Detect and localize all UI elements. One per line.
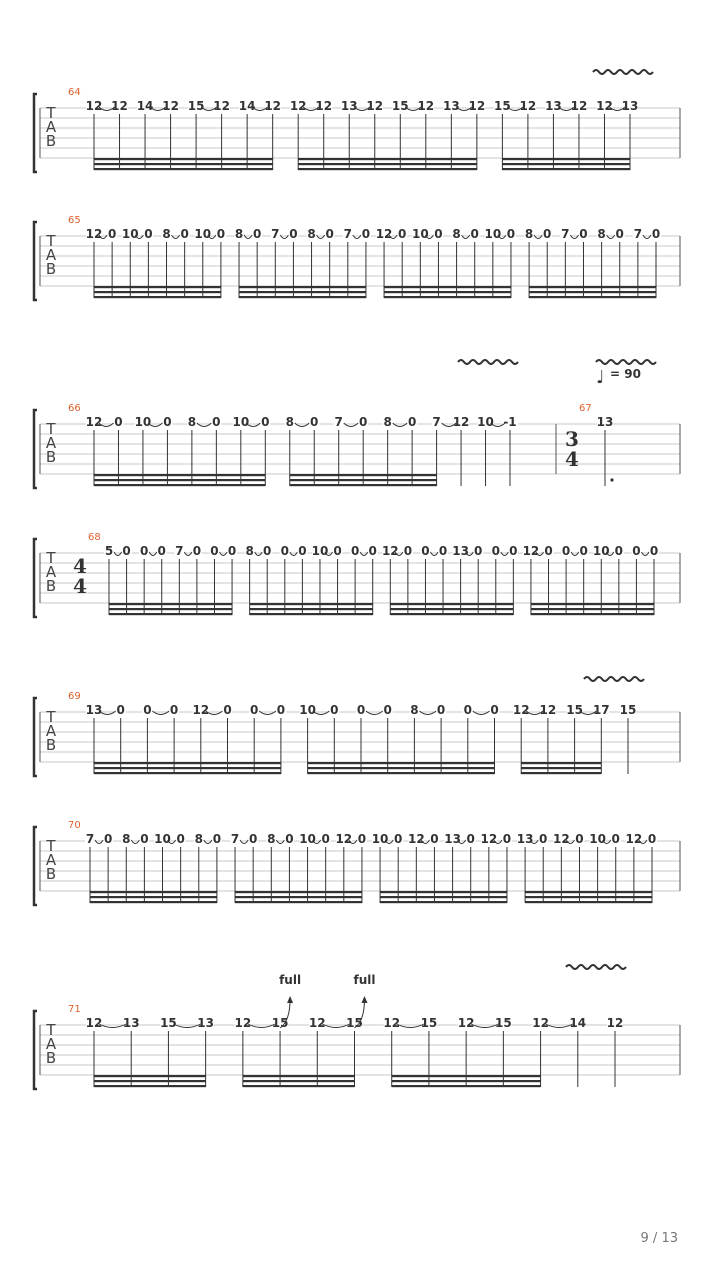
beam [243,1075,355,1077]
fret-number: 12 [162,99,179,113]
fret-number: 8 [452,227,461,241]
system-bracket [34,698,37,776]
fret-number: 12 [264,99,282,113]
fret-number: 0 [649,544,659,558]
vibrato-mark [584,677,644,681]
beam [531,608,654,610]
fret-number: 14 [569,1016,587,1030]
fret-number: 13 [545,99,562,113]
fret-number: 12 [417,99,435,113]
fret-number: 0 [157,544,166,558]
fret-number: 10 [299,703,316,717]
fret-number: 12 [512,703,530,717]
bar-number: 65 [68,215,81,226]
tab-clef-letter: T [46,837,56,855]
fret-number: 0 [403,544,413,558]
beam [94,474,265,476]
system-bracket [34,1011,37,1089]
fret-number: 10 [232,415,250,429]
beam [384,286,511,288]
beam [235,891,362,893]
beam [239,286,366,288]
fret-number: 0 [491,544,500,558]
fret-number: 7 [271,227,280,241]
fret-number: 12 [383,1016,401,1030]
beam [384,296,511,298]
fret-number: 0 [539,832,548,846]
fret-number: 8 [245,544,254,558]
fret-number: 12 [213,99,230,113]
fret-number: 0 [509,544,518,558]
fret-number: 0 [227,544,237,558]
system-bracket [34,94,37,172]
fret-number: 0 [144,227,153,241]
fret-number: 12 [539,703,557,717]
fret-number: 12 [570,99,588,113]
tab-clef-letter: T [46,708,56,726]
fret-number: 12 [308,1016,326,1030]
fret-number: 0 [116,703,125,717]
beam [94,479,265,481]
fret-number: 0 [579,227,588,241]
fret-number: 0 [139,544,149,558]
fret-number: 0 [180,227,189,241]
fret-number: 0 [632,544,641,558]
fret-number: 0 [356,703,366,717]
bar-number: 71 [68,1004,81,1015]
fret-number: 0 [466,832,475,846]
fret-number: 0 [289,227,298,241]
fret-number: 8 [285,415,294,429]
tab-clef-letter: B [45,577,57,595]
fret-number: 15 [619,703,637,717]
fret-number: 13 [516,832,534,846]
beam [502,168,630,170]
beam [308,762,495,764]
fret-number: 0 [330,703,339,717]
fret-number: 0 [114,415,123,429]
fret-number: 7 [334,415,343,429]
fret-number: 13 [85,703,103,717]
fret-number: 0 [430,832,439,846]
beam [243,1080,355,1082]
fret-number: 0 [285,832,294,846]
beam [290,474,437,476]
fret-number: 12 [457,1016,475,1030]
beam [390,603,513,605]
fret-number: 0 [210,544,219,558]
beam [502,163,630,165]
fret-number: 12 [553,832,570,846]
fret-number: -1 [503,415,517,429]
beam [392,1085,541,1087]
tab-clef-letter: T [46,104,56,122]
system-bracket [34,827,37,905]
fret-number: 10 [154,832,171,846]
beam [94,772,281,774]
fret-number: 15 [566,703,583,717]
beam [390,608,513,610]
page-number: 9 / 13 [640,1231,678,1246]
tab-clef-letter: A [45,246,57,264]
system-bracket [34,410,37,488]
fret-number: 12 [522,544,540,558]
fret-number: 0 [383,703,392,717]
fret-number: 0 [357,832,367,846]
tab-clef-letter: T [46,420,56,438]
fret-number: 0 [614,544,624,558]
fret-number: 0 [103,832,113,846]
fret-number: 13 [452,544,469,558]
time-signature-top: 4 [73,554,87,578]
fret-number: 15 [187,99,205,113]
beam [521,762,601,764]
time-signature-top: 3 [565,427,579,451]
fret-number: 0 [544,544,553,558]
beam [380,901,507,903]
fret-number: 12 [366,99,384,113]
tab-clef-letter: B [45,865,57,883]
fret-number: 10 [134,415,152,429]
tab-clef-letter: A [45,1035,57,1053]
fret-number: 12 [452,415,470,429]
fret-number: 0 [261,415,270,429]
bend-arrowhead [362,996,368,1003]
fret-number: 12 [289,99,307,113]
fret-number: 0 [579,544,588,558]
fret-number: 0 [250,703,259,717]
beam [308,772,495,774]
fret-number: 8 [234,227,244,241]
fret-number: 5 [104,544,114,558]
system-bracket [34,222,37,300]
fret-number: 0 [398,227,407,241]
beam [250,603,373,605]
beam [298,158,477,160]
beam [502,158,630,160]
fret-number: 14 [136,99,154,113]
fret-number: 15 [160,1016,177,1030]
time-signature-bottom: 4 [565,447,579,471]
fret-number: 10 [121,227,139,241]
fret-number: 12 [375,227,393,241]
fret-number: 15 [420,1016,438,1030]
fret-number: 0 [651,227,661,241]
fret-number: 14 [238,99,256,113]
beam [94,296,221,298]
beam [380,896,507,898]
tab-clef-letter: B [45,1049,57,1067]
fret-number: 0 [212,832,222,846]
fret-number: 10 [477,415,494,429]
fret-number: 0 [107,227,117,241]
beam [239,291,366,293]
bend-label: full [279,973,302,987]
fret-number: 13 [596,415,614,429]
beam [250,613,373,615]
bar-number: 69 [68,691,81,702]
fret-number: 0 [438,544,448,558]
beam [94,1075,206,1077]
fret-number: 8 [122,832,131,846]
fret-number: 7 [343,227,352,241]
beam [531,613,654,615]
fret-number: 12 [480,832,498,846]
bend-label: full [353,973,376,987]
fret-number: 8 [597,227,606,241]
beam [94,1080,206,1082]
system-bracket [34,539,37,617]
tempo-note: ♩ [596,367,605,388]
beam [239,296,366,298]
beam [392,1075,541,1077]
fret-number: 12 [381,544,399,558]
fret-number: 12 [532,1016,549,1030]
fret-number: 15 [494,99,511,113]
fret-number: 10 [311,544,329,558]
fret-number: 0 [280,544,289,558]
fret-number: 13 [197,1016,214,1030]
fret-number: 7 [85,832,95,846]
fret-number: 0 [216,227,226,241]
beam [94,762,281,764]
fret-number: 10 [299,832,316,846]
fret-number: 7 [230,832,240,846]
fret-number: 12 [85,415,103,429]
tab-clef-letter: A [45,851,57,869]
fret-number: 15 [495,1016,512,1030]
beam [94,163,273,165]
fret-number: 12 [85,1016,103,1030]
fret-number: 15 [346,1016,363,1030]
beam [109,608,232,610]
fret-number: 17 [592,703,610,717]
fret-number: 0 [463,703,472,717]
fret-number: 0 [310,415,319,429]
fret-number: 12 [315,99,333,113]
beam [529,286,656,288]
tab-clef-letter: T [46,232,56,250]
tab-clef-letter: T [46,1021,56,1039]
beam [235,901,362,903]
fret-number: 12 [335,832,353,846]
fret-number: 0 [192,544,202,558]
beam [90,901,217,903]
beam [94,484,265,486]
beam [525,896,652,898]
beam [298,163,477,165]
fret-number: 7 [633,227,643,241]
tab-clef-letter: B [45,132,57,150]
beam [94,168,273,170]
fret-number: 12 [625,832,643,846]
vibrato-mark [566,965,626,969]
beam [521,767,601,769]
fret-number: 0 [263,544,272,558]
fret-number: 0 [561,544,571,558]
fret-number: 15 [391,99,409,113]
fret-number: 0 [140,832,149,846]
fret-number: 12 [85,99,103,113]
beam [90,896,217,898]
beam [290,479,437,481]
fret-number: 0 [506,227,516,241]
fret-number: 0 [350,544,360,558]
bar-number: 66 [68,403,81,414]
dot [610,478,613,481]
fret-number: 0 [361,227,371,241]
fret-number: 12 [519,99,537,113]
fret-number: 12 [111,99,128,113]
beam [521,772,601,774]
beam [298,168,477,170]
beam [94,286,221,288]
vibrato-mark [458,360,518,364]
fret-number: 0 [611,832,620,846]
tab-clef-letter: T [46,549,56,567]
fret-number: 8 [194,832,203,846]
bar-number: 64 [68,87,81,98]
fret-number: 0 [421,544,430,558]
tab-clef-letter: A [45,722,57,740]
fret-number: 0 [248,832,258,846]
beam [109,613,232,615]
fret-number: 12 [468,99,486,113]
fret-number: 0 [321,832,330,846]
fret-number: 0 [490,703,499,717]
beam [392,1080,541,1082]
time-signature-bottom: 4 [73,574,87,598]
fret-number: 8 [307,227,316,241]
fret-number: 12 [596,99,613,113]
beam [531,603,654,605]
beam [308,767,495,769]
fret-number: 12 [192,703,210,717]
bar-number: 68 [88,532,101,543]
fret-number: 0 [407,415,417,429]
fret-number: 0 [252,227,262,241]
beam [94,1085,206,1087]
fret-number: 8 [410,703,419,717]
tab-clef-letter: A [45,563,57,581]
beam [384,291,511,293]
beam [380,891,507,893]
beam [109,603,232,605]
fret-number: 13 [442,99,460,113]
fret-number: 10 [194,227,212,241]
fret-number: 8 [187,415,197,429]
fret-number: 8 [267,832,276,846]
fret-number: 10 [589,832,606,846]
fret-number: 0 [502,832,512,846]
beam [529,291,656,293]
fret-number: 8 [383,415,392,429]
fret-number: 0 [543,227,552,241]
tab-clef-letter: B [45,736,57,754]
fret-number: 7 [432,415,441,429]
fret-number: 0 [169,703,179,717]
beam [390,613,513,615]
fret-number: 12 [85,227,103,241]
beam [250,608,373,610]
fret-number: 7 [561,227,570,241]
fret-number: 0 [434,227,443,241]
fret-number: 12 [234,1016,252,1030]
fret-number: 0 [470,227,479,241]
fret-number: 0 [163,415,172,429]
fret-number: 0 [368,544,377,558]
fret-number: 0 [122,544,131,558]
fret-number: 12 [407,832,425,846]
beam [94,158,273,160]
bar-number: 70 [68,820,81,831]
vibrato-mark [593,70,653,74]
tab-clef-letter: A [45,118,57,136]
fret-number: 0 [474,544,483,558]
fret-number: 13 [444,832,461,846]
fret-number: 10 [411,227,429,241]
fret-number: 0 [436,703,446,717]
fret-number: 13 [621,99,639,113]
tab-clef-letter: A [45,434,57,452]
fret-number: 0 [394,832,403,846]
fret-number: 10 [484,227,502,241]
fret-number: 13 [122,1016,140,1030]
fret-number: 0 [176,832,185,846]
fret-number: 0 [615,227,624,241]
fret-number: 0 [647,832,657,846]
bar-number: 67 [579,403,592,414]
fret-number: 10 [592,544,610,558]
beam [243,1085,355,1087]
fret-number: 8 [524,227,534,241]
fret-number: 12 [606,1016,624,1030]
beam [529,296,656,298]
fret-number: 15 [271,1016,289,1030]
fret-number: 0 [223,703,232,717]
bend-arrowhead [287,996,293,1003]
fret-number: 0 [325,227,334,241]
fret-number: 10 [371,832,389,846]
beam [235,896,362,898]
fret-number: 13 [340,99,358,113]
tab-clef-letter: B [45,448,57,466]
vibrato-mark [596,360,656,364]
fret-number: 0 [298,544,307,558]
fret-number: 0 [276,703,286,717]
beam [94,291,221,293]
fret-number: 0 [333,544,342,558]
beam [290,484,437,486]
tempo-value: = 90 [610,367,641,381]
tab-clef-letter: B [45,260,57,278]
beam [525,891,652,893]
fret-number: 0 [212,415,221,429]
fret-number: 7 [175,544,184,558]
fret-number: 8 [162,227,171,241]
fret-number: 0 [575,832,584,846]
fret-number: 0 [358,415,368,429]
beam [90,891,217,893]
beam [94,767,281,769]
fret-number: 0 [143,703,152,717]
beam [525,901,652,903]
